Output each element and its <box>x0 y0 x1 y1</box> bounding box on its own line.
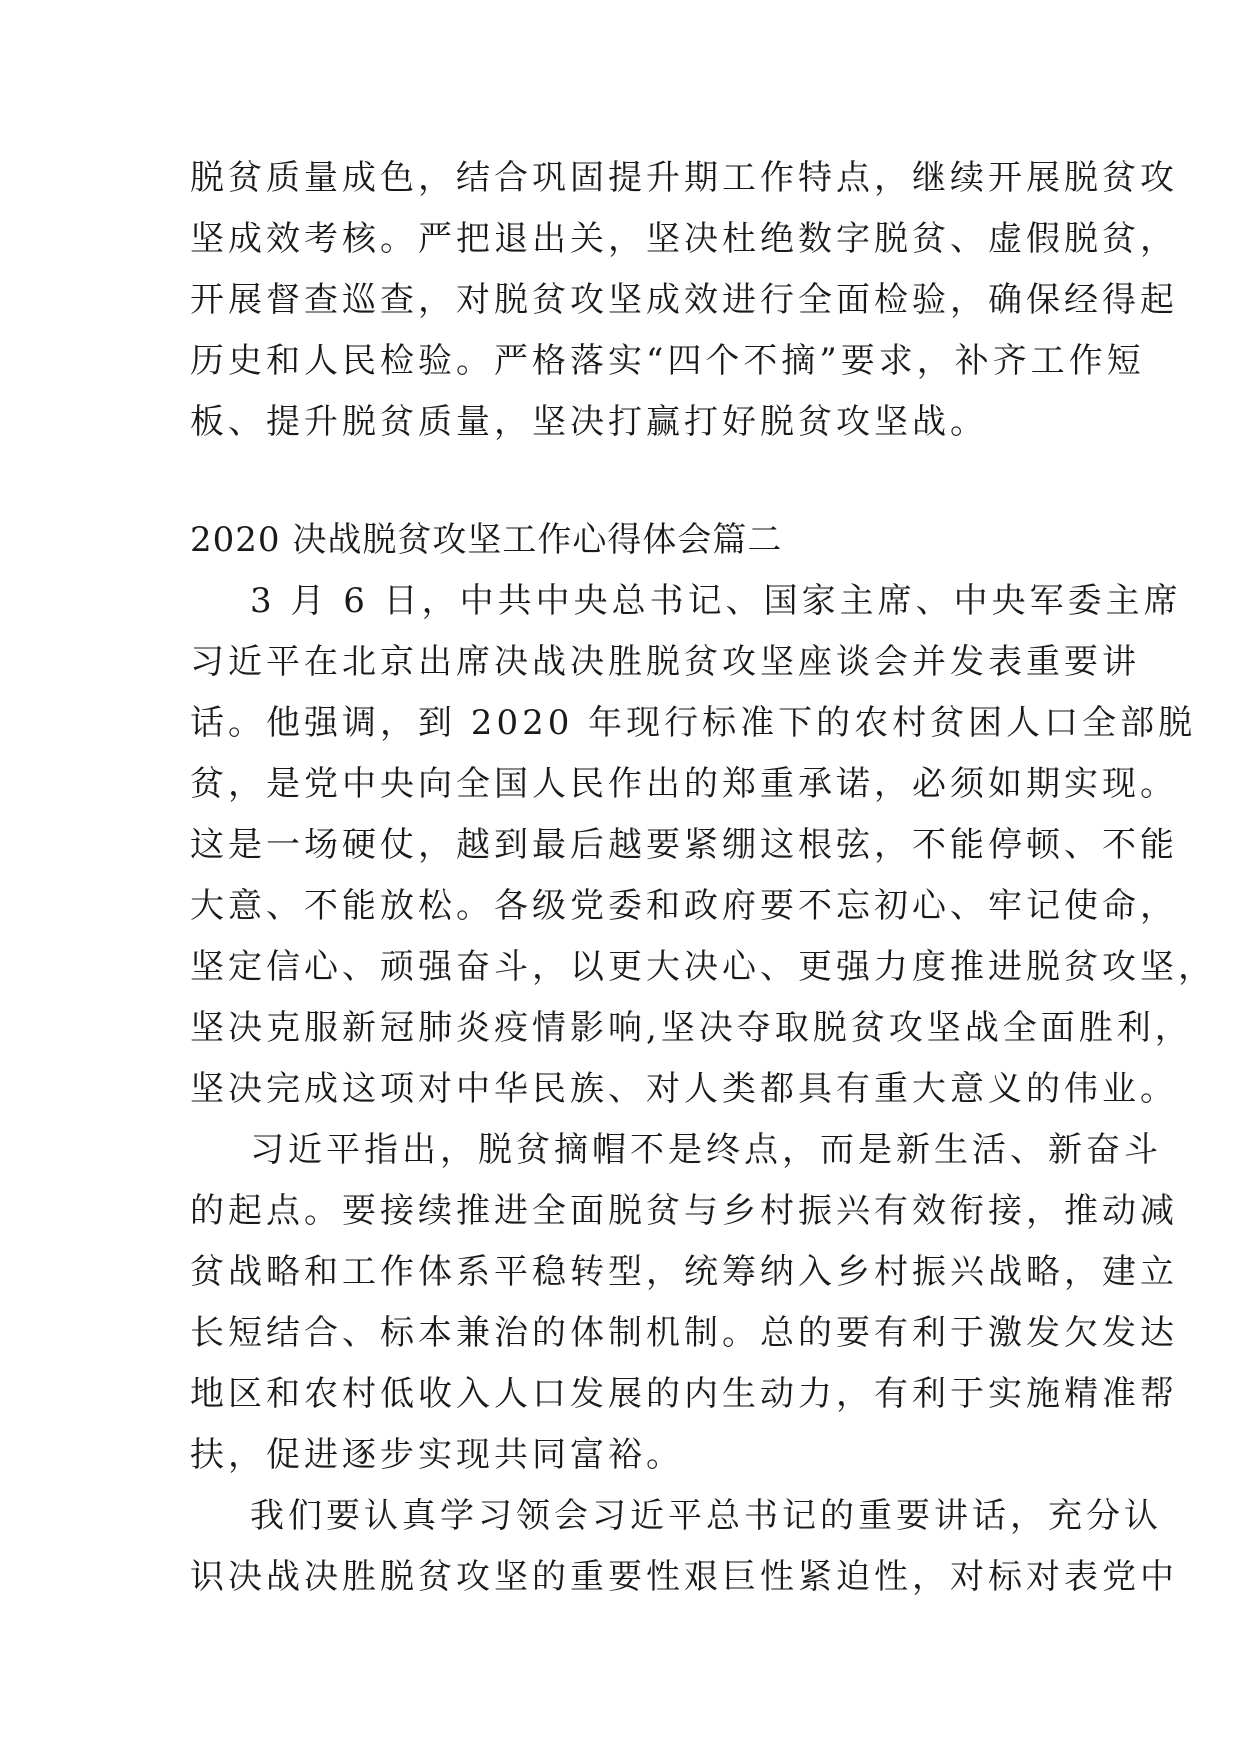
text-line: 坚决克服新冠肺炎疫情影响,坚决夺取脱贫攻坚战全面胜利， <box>190 1008 1193 1048</box>
section-heading: 2020 决战脱贫攻坚工作心得体会篇二 <box>190 520 783 560</box>
text-line: 扶，促进逐步实现共同富裕。 <box>190 1435 684 1475</box>
text-line: 识决战决胜脱贫攻坚的重要性艰巨性紧迫性，对标对表党中 <box>190 1557 1178 1597</box>
text-line: 这是一场硬仗，越到最后越要紧绷这根弦，不能停顿、不能 <box>190 825 1178 865</box>
text-line: 习近平在北京出席决战决胜脱贫攻坚座谈会并发表重要讲 <box>190 642 1140 682</box>
text-line: 我们要认真学习领会习近平总书记的重要讲话，充分认 <box>250 1496 1162 1536</box>
text-line: 的起点。要接续推进全面脱贫与乡村振兴有效衔接，推动减 <box>190 1191 1178 1231</box>
text-line: 贫，是党中央向全国人民作出的郑重承诺，必须如期实现。 <box>190 764 1178 804</box>
text-line: 坚成效考核。严把退出关，坚决杜绝数字脱贫、虚假脱贫， <box>190 219 1178 259</box>
text-line: 开展督查巡查，对脱贫攻坚成效进行全面检验，确保经得起 <box>190 280 1178 320</box>
text-line: 话。他强调，到 2020 年现行标准下的农村贫困人口全部脱 <box>190 703 1197 743</box>
text-line: 板、提升脱贫质量，坚决打赢打好脱贫攻坚战。 <box>190 402 988 442</box>
text-line: 长短结合、标本兼治的体制机制。总的要有利于激发欠发达 <box>190 1313 1178 1353</box>
text-line: 历史和人民检验。严格落实“四个不摘”要求，补齐工作短 <box>190 341 1145 381</box>
text-line: 3 月 6 日，中共中央总书记、国家主席、中央军委主席 <box>250 581 1182 621</box>
text-line: 大意、不能放松。各级党委和政府要不忘初心、牢记使命， <box>190 886 1178 926</box>
text-line: 坚决完成这项对中华民族、对人类都具有重大意义的伟业。 <box>190 1069 1178 1109</box>
text-line: 习近平指出，脱贫摘帽不是终点，而是新生活、新奋斗 <box>250 1130 1162 1170</box>
text-line: 坚定信心、顽强奋斗，以更大决心、更强力度推进脱贫攻坚， <box>190 947 1216 987</box>
text-line: 脱贫质量成色，结合巩固提升期工作特点，继续开展脱贫攻 <box>190 158 1178 198</box>
text-line: 贫战略和工作体系平稳转型，统筹纳入乡村振兴战略，建立 <box>190 1252 1178 1292</box>
text-line: 地区和农村低收入人口发展的内生动力，有利于实施精准帮 <box>190 1374 1178 1414</box>
